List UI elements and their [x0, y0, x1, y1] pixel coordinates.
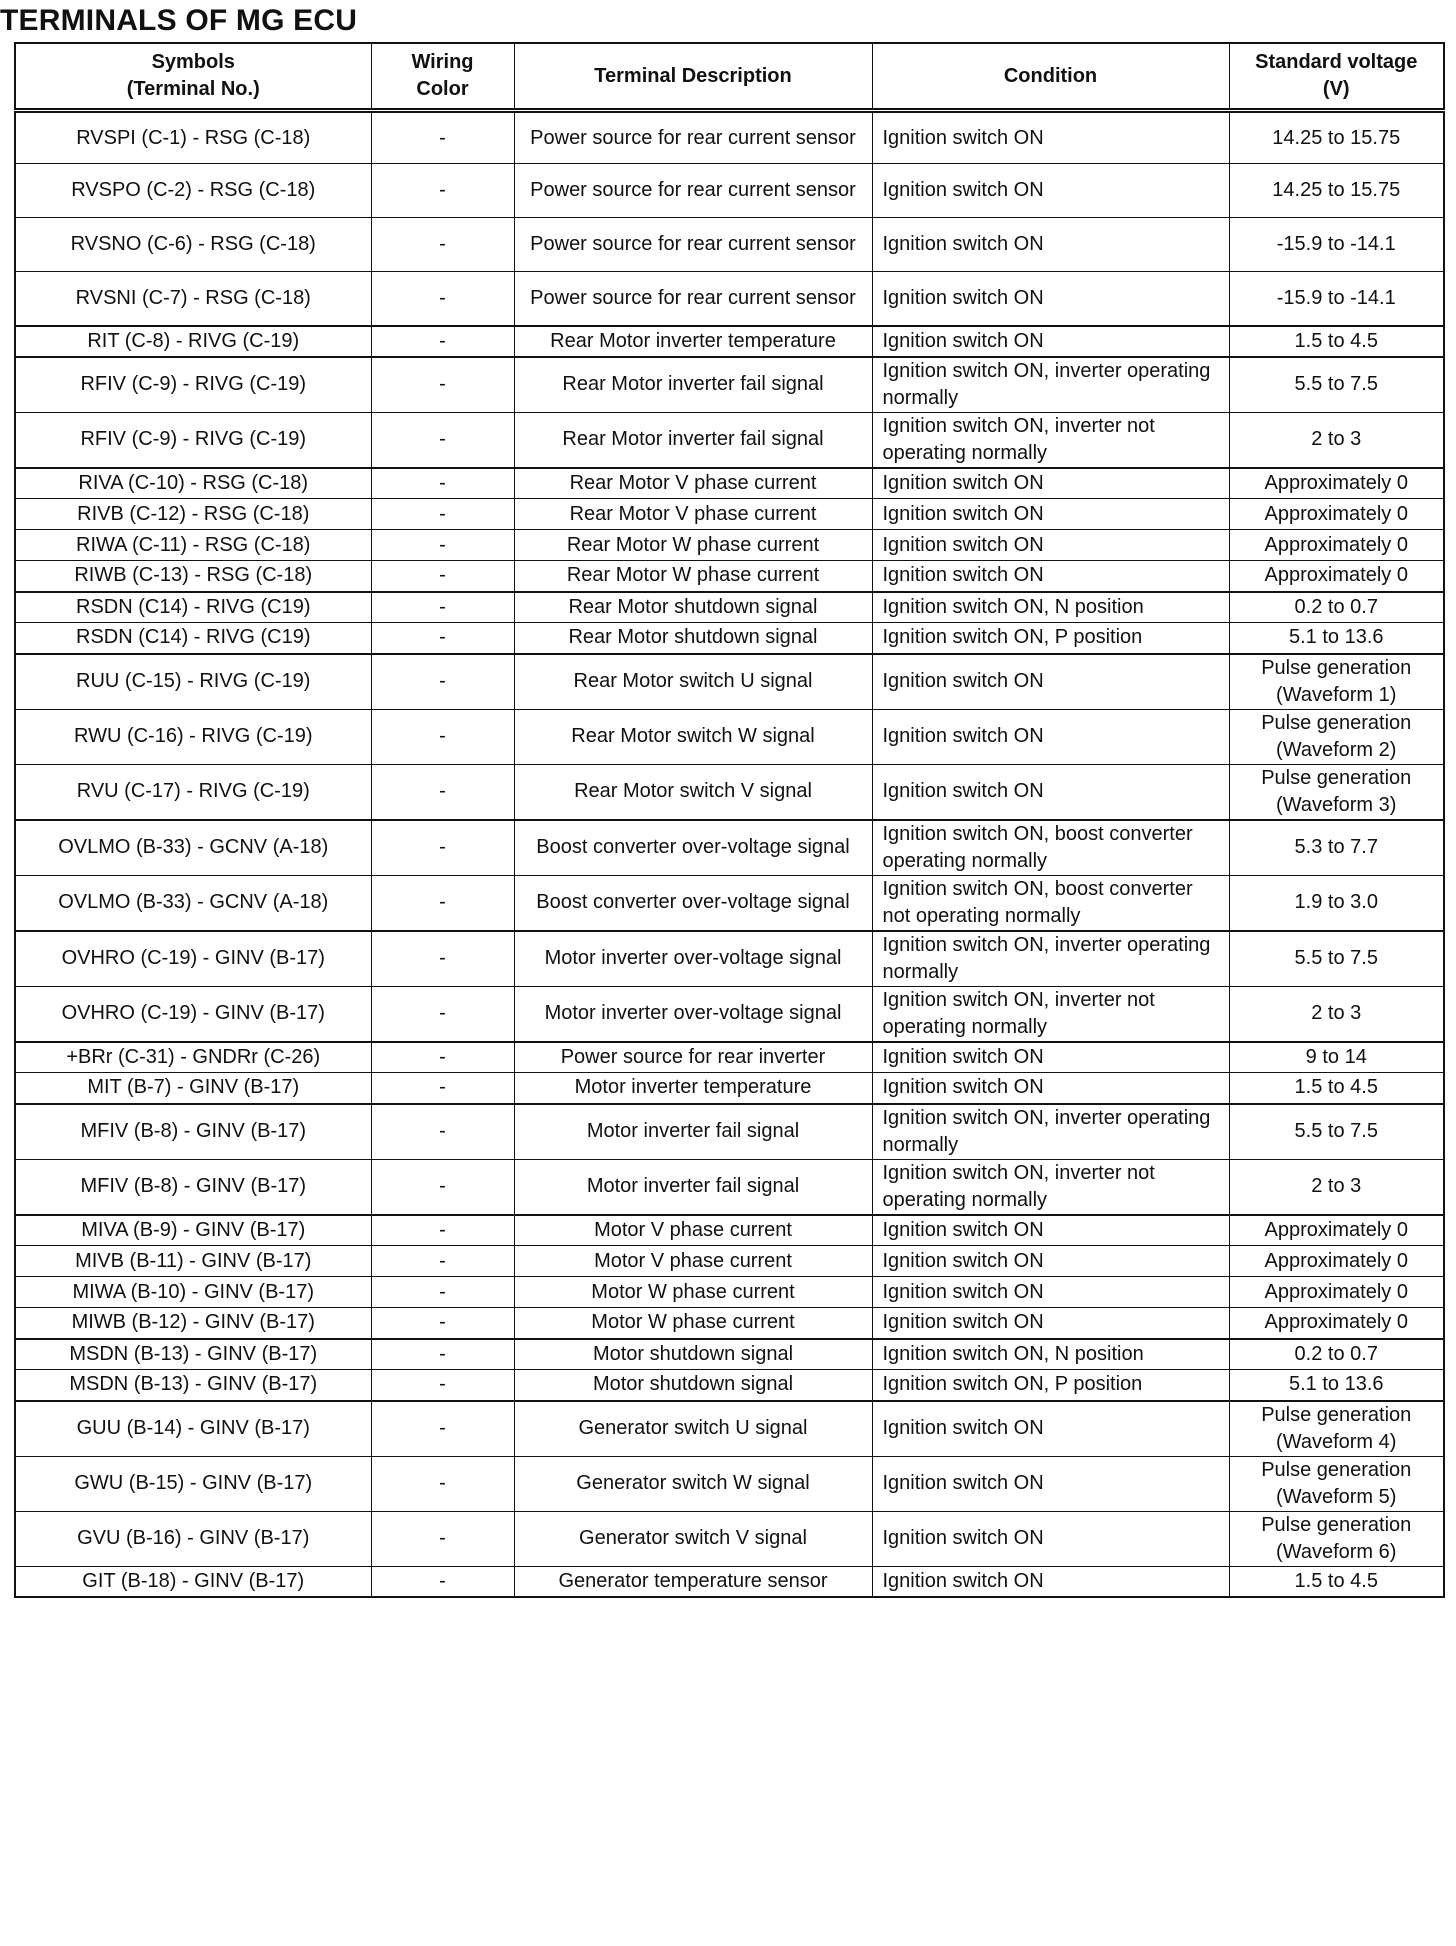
symbol-cell: RVU (C-17) - RIVG (C-19): [15, 764, 371, 820]
table-body: [15, 111, 1444, 1598]
wiring-color-cell: -: [371, 530, 514, 561]
table-row: [15, 623, 1444, 654]
table-row: [15, 561, 1444, 592]
description-cell: Power source for rear inverter: [514, 1042, 872, 1073]
description-cell: Rear Motor W phase current: [514, 530, 872, 561]
wiring-color-cell: -: [371, 931, 514, 987]
voltage-cell: Approximately 0: [1229, 1308, 1444, 1339]
condition-cell: Ignition switch ON, boost converter operating normally: [872, 820, 1229, 876]
voltage-cell: 5.5 to 7.5: [1229, 357, 1444, 413]
condition-cell: Ignition switch ON: [872, 218, 1229, 272]
table-row: [15, 1277, 1444, 1308]
wiring-color-cell: -: [371, 654, 514, 710]
table-row: [15, 468, 1444, 499]
condition-cell: Ignition switch ON: [872, 561, 1229, 592]
header-symbols-line1: Symbols: [151, 51, 235, 73]
voltage-cell: 1.9 to 3.0: [1229, 875, 1444, 931]
voltage-cell: 5.1 to 13.6: [1229, 623, 1444, 654]
symbol-cell: RIWA (C-11) - RSG (C-18): [15, 530, 371, 561]
condition-cell: Ignition switch ON, inverter not operating normally: [872, 1159, 1229, 1215]
description-cell: Motor inverter over-voltage signal: [514, 931, 872, 987]
wiring-color-cell: -: [371, 1277, 514, 1308]
voltage-cell: 14.25 to 15.75: [1229, 164, 1444, 218]
symbol-cell: RVSPI (C-1) - RSG (C-18): [15, 111, 371, 164]
symbol-cell: RFIV (C-9) - RIVG (C-19): [15, 357, 371, 413]
wiring-color-cell: -: [371, 820, 514, 876]
voltage-cell: Pulse generation (Waveform 2): [1229, 709, 1444, 764]
table-row: [15, 1215, 1444, 1246]
condition-cell: Ignition switch ON, N position: [872, 592, 1229, 623]
table-row: [15, 164, 1444, 218]
table-row: [15, 592, 1444, 623]
description-cell: Generator switch V signal: [514, 1511, 872, 1566]
voltage-cell: 1.5 to 4.5: [1229, 326, 1444, 357]
header-condition: Condition: [872, 43, 1229, 111]
wiring-color-cell: -: [371, 709, 514, 764]
description-cell: Rear Motor shutdown signal: [514, 592, 872, 623]
description-cell: Rear Motor inverter fail signal: [514, 412, 872, 468]
condition-cell: Ignition switch ON, P position: [872, 1370, 1229, 1401]
table-row: [15, 499, 1444, 530]
voltage-cell: 0.2 to 0.7: [1229, 1339, 1444, 1370]
condition-cell: Ignition switch ON: [872, 499, 1229, 530]
table-row: [15, 1308, 1444, 1339]
description-cell: Motor W phase current: [514, 1277, 872, 1308]
description-cell: Motor inverter temperature: [514, 1073, 872, 1104]
description-cell: Rear Motor inverter fail signal: [514, 357, 872, 413]
voltage-cell: 1.5 to 4.5: [1229, 1566, 1444, 1597]
description-cell: Motor inverter fail signal: [514, 1159, 872, 1215]
description-cell: Motor inverter fail signal: [514, 1104, 872, 1160]
wiring-color-cell: -: [371, 218, 514, 272]
symbol-cell: GIT (B-18) - GINV (B-17): [15, 1566, 371, 1597]
header-symbols: [15, 43, 371, 111]
condition-cell: Ignition switch ON: [872, 164, 1229, 218]
header-voltage-line1: Standard voltage: [1255, 51, 1418, 73]
condition-cell: Ignition switch ON, N position: [872, 1339, 1229, 1370]
wiring-color-cell: -: [371, 326, 514, 357]
table-row: [15, 272, 1444, 326]
condition-cell: Ignition switch ON: [872, 272, 1229, 326]
symbol-cell: OVLMO (B-33) - GCNV (A-18): [15, 820, 371, 876]
header-row: [15, 43, 1444, 111]
wiring-color-cell: -: [371, 272, 514, 326]
symbol-cell: MIWA (B-10) - GINV (B-17): [15, 1277, 371, 1308]
description-cell: Generator switch W signal: [514, 1456, 872, 1511]
voltage-cell: Pulse generation (Waveform 3): [1229, 764, 1444, 820]
table-row: [15, 1159, 1444, 1215]
header-wiring: [371, 43, 514, 111]
description-cell: Generator switch U signal: [514, 1401, 872, 1457]
symbol-cell: RSDN (C14) - RIVG (C19): [15, 623, 371, 654]
voltage-cell: Approximately 0: [1229, 1277, 1444, 1308]
wiring-color-cell: -: [371, 412, 514, 468]
table-row: [15, 326, 1444, 357]
header-voltage: [1229, 43, 1444, 111]
header-description: Terminal Description: [514, 43, 872, 111]
description-cell: Power source for rear current sensor: [514, 111, 872, 164]
condition-cell: Ignition switch ON: [872, 1277, 1229, 1308]
voltage-cell: 5.3 to 7.7: [1229, 820, 1444, 876]
symbol-cell: RVSNO (C-6) - RSG (C-18): [15, 218, 371, 272]
description-cell: Boost converter over-voltage signal: [514, 820, 872, 876]
description-cell: Power source for rear current sensor: [514, 272, 872, 326]
voltage-cell: 2 to 3: [1229, 1159, 1444, 1215]
wiring-color-cell: -: [371, 1401, 514, 1457]
wiring-color-cell: -: [371, 1456, 514, 1511]
condition-cell: Ignition switch ON: [872, 1042, 1229, 1073]
table-row: [15, 1246, 1444, 1277]
symbol-cell: RIVA (C-10) - RSG (C-18): [15, 468, 371, 499]
symbol-cell: OVHRO (C-19) - GINV (B-17): [15, 986, 371, 1042]
voltage-cell: -15.9 to -14.1: [1229, 272, 1444, 326]
condition-cell: Ignition switch ON: [872, 111, 1229, 164]
table-row: [15, 357, 1444, 413]
symbol-cell: OVHRO (C-19) - GINV (B-17): [15, 931, 371, 987]
description-cell: Rear Motor W phase current: [514, 561, 872, 592]
condition-cell: Ignition switch ON: [872, 326, 1229, 357]
table-row: [15, 530, 1444, 561]
table-row: [15, 1073, 1444, 1104]
description-cell: Rear Motor switch U signal: [514, 654, 872, 710]
voltage-cell: 2 to 3: [1229, 412, 1444, 468]
description-cell: Motor shutdown signal: [514, 1339, 872, 1370]
voltage-cell: Pulse generation (Waveform 5): [1229, 1456, 1444, 1511]
symbol-cell: RUU (C-15) - RIVG (C-19): [15, 654, 371, 710]
header-voltage-line2: (V): [1322, 78, 1350, 100]
symbol-cell: MIVB (B-11) - GINV (B-17): [15, 1246, 371, 1277]
voltage-cell: Approximately 0: [1229, 1246, 1444, 1277]
wiring-color-cell: -: [371, 561, 514, 592]
description-cell: Motor V phase current: [514, 1215, 872, 1246]
table-row: [15, 1339, 1444, 1370]
condition-cell: Ignition switch ON: [872, 1511, 1229, 1566]
voltage-cell: Approximately 0: [1229, 499, 1444, 530]
symbol-cell: RSDN (C14) - RIVG (C19): [15, 592, 371, 623]
header-wiring-line2: Color: [416, 78, 469, 100]
condition-cell: Ignition switch ON: [872, 654, 1229, 710]
table-row: [15, 218, 1444, 272]
symbol-cell: MSDN (B-13) - GINV (B-17): [15, 1370, 371, 1401]
condition-cell: Ignition switch ON, P position: [872, 623, 1229, 654]
voltage-cell: 2 to 3: [1229, 986, 1444, 1042]
voltage-cell: 5.5 to 7.5: [1229, 1104, 1444, 1160]
description-cell: Rear Motor inverter temperature: [514, 326, 872, 357]
description-cell: Generator temperature sensor: [514, 1566, 872, 1597]
condition-cell: Ignition switch ON, inverter operating normally: [872, 357, 1229, 413]
wiring-color-cell: -: [371, 623, 514, 654]
voltage-cell: Approximately 0: [1229, 1215, 1444, 1246]
wiring-color-cell: -: [371, 1308, 514, 1339]
wiring-color-cell: -: [371, 1246, 514, 1277]
symbol-cell: MFIV (B-8) - GINV (B-17): [15, 1104, 371, 1160]
condition-cell: Ignition switch ON: [872, 1308, 1229, 1339]
symbol-cell: MIVA (B-9) - GINV (B-17): [15, 1215, 371, 1246]
table-row: [15, 1401, 1444, 1457]
voltage-cell: Approximately 0: [1229, 530, 1444, 561]
wiring-color-cell: -: [371, 592, 514, 623]
voltage-cell: Pulse generation (Waveform 1): [1229, 654, 1444, 710]
description-cell: Rear Motor switch W signal: [514, 709, 872, 764]
wiring-color-cell: -: [371, 357, 514, 413]
table-row: [15, 111, 1444, 164]
condition-cell: Ignition switch ON, boost converter not operating normally: [872, 875, 1229, 931]
table-row: [15, 654, 1444, 710]
table-row: [15, 1104, 1444, 1160]
terminal-table: [14, 42, 1445, 1598]
description-cell: Boost converter over-voltage signal: [514, 875, 872, 931]
symbol-cell: RVSNI (C-7) - RSG (C-18): [15, 272, 371, 326]
wiring-color-cell: -: [371, 1566, 514, 1597]
header-wiring-line1: Wiring: [411, 51, 474, 73]
symbol-cell: OVLMO (B-33) - GCNV (A-18): [15, 875, 371, 931]
wiring-color-cell: -: [371, 1159, 514, 1215]
symbol-cell: GVU (B-16) - GINV (B-17): [15, 1511, 371, 1566]
symbol-cell: RFIV (C-9) - RIVG (C-19): [15, 412, 371, 468]
condition-cell: Ignition switch ON: [872, 1456, 1229, 1511]
wiring-color-cell: -: [371, 1215, 514, 1246]
symbol-cell: RIWB (C-13) - RSG (C-18): [15, 561, 371, 592]
description-cell: Rear Motor V phase current: [514, 499, 872, 530]
wiring-color-cell: -: [371, 1339, 514, 1370]
description-cell: Rear Motor switch V signal: [514, 764, 872, 820]
symbol-cell: RIVB (C-12) - RSG (C-18): [15, 499, 371, 530]
page-title: TERMINALS OF MG ECU: [0, 4, 358, 37]
header-symbols-line2: (Terminal No.): [126, 78, 260, 100]
table-row: [15, 986, 1444, 1042]
condition-cell: Ignition switch ON, inverter operating normally: [872, 1104, 1229, 1160]
wiring-color-cell: -: [371, 875, 514, 931]
condition-cell: Ignition switch ON: [872, 530, 1229, 561]
voltage-cell: 14.25 to 15.75: [1229, 111, 1444, 164]
description-cell: Power source for rear current sensor: [514, 164, 872, 218]
voltage-cell: 1.5 to 4.5: [1229, 1073, 1444, 1104]
wiring-color-cell: -: [371, 499, 514, 530]
condition-cell: Ignition switch ON: [872, 468, 1229, 499]
description-cell: Power source for rear current sensor: [514, 218, 872, 272]
symbol-cell: MSDN (B-13) - GINV (B-17): [15, 1339, 371, 1370]
symbol-cell: MIWB (B-12) - GINV (B-17): [15, 1308, 371, 1339]
voltage-cell: Approximately 0: [1229, 561, 1444, 592]
table-row: [15, 709, 1444, 764]
voltage-cell: Pulse generation (Waveform 4): [1229, 1401, 1444, 1457]
table-row: [15, 1370, 1444, 1401]
symbol-cell: RWU (C-16) - RIVG (C-19): [15, 709, 371, 764]
wiring-color-cell: -: [371, 1042, 514, 1073]
table-row: [15, 1456, 1444, 1511]
table-row: [15, 412, 1444, 468]
symbol-cell: GUU (B-14) - GINV (B-17): [15, 1401, 371, 1457]
table-row: [15, 764, 1444, 820]
voltage-cell: -15.9 to -14.1: [1229, 218, 1444, 272]
symbol-cell: MIT (B-7) - GINV (B-17): [15, 1073, 371, 1104]
wiring-color-cell: -: [371, 764, 514, 820]
condition-cell: Ignition switch ON: [872, 1073, 1229, 1104]
description-cell: Motor inverter over-voltage signal: [514, 986, 872, 1042]
voltage-cell: Pulse generation (Waveform 6): [1229, 1511, 1444, 1566]
condition-cell: Ignition switch ON, inverter operating normally: [872, 931, 1229, 987]
description-cell: Motor V phase current: [514, 1246, 872, 1277]
description-cell: Rear Motor V phase current: [514, 468, 872, 499]
symbol-cell: RIT (C-8) - RIVG (C-19): [15, 326, 371, 357]
wiring-color-cell: -: [371, 986, 514, 1042]
wiring-color-cell: -: [371, 111, 514, 164]
condition-cell: Ignition switch ON: [872, 1401, 1229, 1457]
description-cell: Rear Motor shutdown signal: [514, 623, 872, 654]
wiring-color-cell: -: [371, 468, 514, 499]
description-cell: Motor shutdown signal: [514, 1370, 872, 1401]
condition-cell: Ignition switch ON: [872, 709, 1229, 764]
description-cell: Motor W phase current: [514, 1308, 872, 1339]
voltage-cell: 0.2 to 0.7: [1229, 592, 1444, 623]
condition-cell: Ignition switch ON: [872, 1566, 1229, 1597]
voltage-cell: Approximately 0: [1229, 468, 1444, 499]
symbol-cell: +BRr (C-31) - GNDRr (C-26): [15, 1042, 371, 1073]
wiring-color-cell: -: [371, 164, 514, 218]
voltage-cell: 5.5 to 7.5: [1229, 931, 1444, 987]
table-row: [15, 820, 1444, 876]
symbol-cell: RVSPO (C-2) - RSG (C-18): [15, 164, 371, 218]
voltage-cell: 9 to 14: [1229, 1042, 1444, 1073]
table-row: [15, 1511, 1444, 1566]
condition-cell: Ignition switch ON: [872, 1246, 1229, 1277]
wiring-color-cell: -: [371, 1073, 514, 1104]
table-row: [15, 875, 1444, 931]
condition-cell: Ignition switch ON, inverter not operating normally: [872, 412, 1229, 468]
condition-cell: Ignition switch ON: [872, 1215, 1229, 1246]
table-row: [15, 1566, 1444, 1597]
condition-cell: Ignition switch ON, inverter not operating normally: [872, 986, 1229, 1042]
table-row: [15, 931, 1444, 987]
wiring-color-cell: -: [371, 1370, 514, 1401]
symbol-cell: MFIV (B-8) - GINV (B-17): [15, 1159, 371, 1215]
wiring-color-cell: -: [371, 1511, 514, 1566]
wiring-color-cell: -: [371, 1104, 514, 1160]
symbol-cell: GWU (B-15) - GINV (B-17): [15, 1456, 371, 1511]
table-row: [15, 1042, 1444, 1073]
condition-cell: Ignition switch ON: [872, 764, 1229, 820]
voltage-cell: 5.1 to 13.6: [1229, 1370, 1444, 1401]
